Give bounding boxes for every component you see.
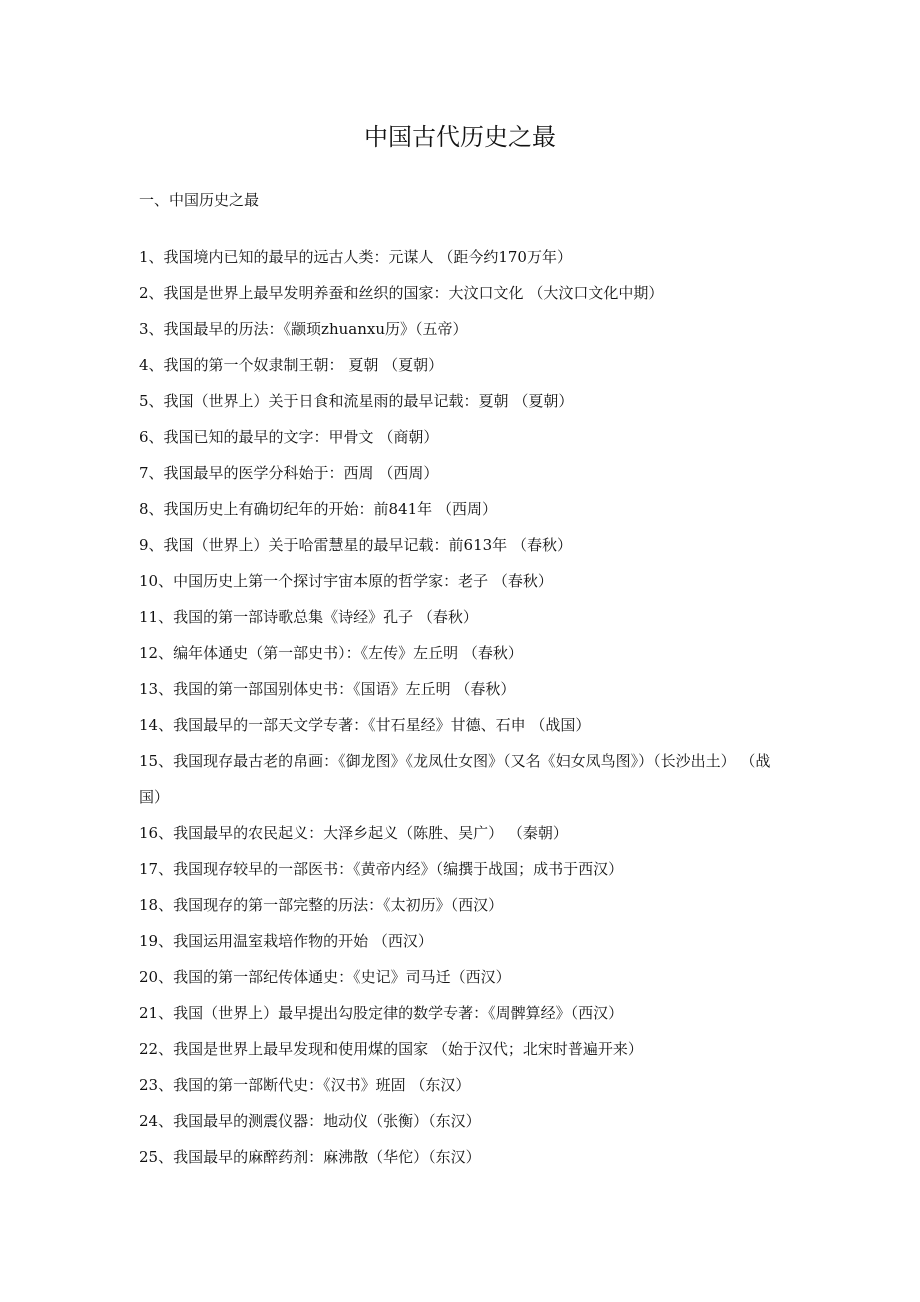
list-item: 24、我国最早的测震仪器：地动仪（张衡）（东汉） xyxy=(139,1112,481,1130)
list-item: 15、我国现存最古老的帛画：《御龙图》《龙凤仕女图》（又名《妇女凤鸟图》）（长沙出土） （战国） xyxy=(139,752,771,806)
list-item: 12、编年体通史（第一部史书）：《左传》左丘明 （春秋） xyxy=(139,644,523,662)
list-item: 18、我国现存的第一部完整的历法：《太初历》（西汉） xyxy=(139,896,504,914)
list-item: 10、中国历史上第一个探讨宇宙本原的哲学家：老子 （春秋） xyxy=(139,572,553,590)
list-item: 11、我国的第一部诗歌总集《诗经》孔子 （春秋） xyxy=(139,608,478,626)
list-item: 23、我国的第一部断代史：《汉书》班固 （东汉） xyxy=(139,1076,471,1094)
list-item: 25、我国最早的麻醉药剂：麻沸散（华佗）（东汉） xyxy=(139,1148,481,1166)
list-item: 17、我国现存较早的一部医书：《黄帝内经》（编撰于战国；成书于西汉） xyxy=(139,860,624,878)
section-heading: 一、中国历史之最 xyxy=(139,191,260,209)
list-item: 16、我国最早的农民起义：大泽乡起义（陈胜、吴广） （秦朝） xyxy=(139,824,568,842)
list-item: 2、我国是世界上最早发明养蚕和丝织的国家：大汶口文化 （大汶口文化中期） xyxy=(139,284,664,302)
list-item: 13、我国的第一部国别体史书：《国语》左丘明 （春秋） xyxy=(139,680,516,698)
list-item: 6、我国已知的最早的文字：甲骨文 （商朝） xyxy=(139,428,439,446)
list-item: 20、我国的第一部纪传体通史：《史记》司马迁（西汉） xyxy=(139,968,511,986)
list-item: 14、我国最早的一部天文学专著：《甘石星经》甘德、石申 （战国） xyxy=(139,716,591,734)
list-item: 7、我国最早的医学分科始于：西周 （西周） xyxy=(139,464,439,482)
list-item: 5、我国（世界上）关于日食和流星雨的最早记载：夏朝 （夏朝） xyxy=(139,392,574,410)
records-list xyxy=(139,239,791,1175)
list-item: 4、我国的第一个奴隶制王朝： 夏朝 （夏朝） xyxy=(139,356,444,374)
list-item: 22、我国是世界上最早发现和使用煤的国家 （始于汉代；北宋时普遍开来） xyxy=(139,1040,643,1058)
list-item: 9、我国（世界上）关于哈雷慧星的最早记载：前613年 （春秋） xyxy=(139,536,572,554)
list-item: 19、我国运用温室栽培作物的开始 （西汉） xyxy=(139,932,433,950)
list-item: 3、我国最早的历法：《颛顼zhuanxu历》（五帝） xyxy=(139,320,468,338)
list-item: 1、我国境内已知的最早的远古人类：元谋人 （距今约170万年） xyxy=(139,248,572,266)
document-title: 中国古代历史之最 xyxy=(364,123,556,151)
list-item: 8、我国历史上有确切纪年的开始：前841年 （西周） xyxy=(139,500,497,518)
list-item: 21、我国（世界上）最早提出勾股定律的数学专著：《周髀算经》（西汉） xyxy=(139,1004,624,1022)
